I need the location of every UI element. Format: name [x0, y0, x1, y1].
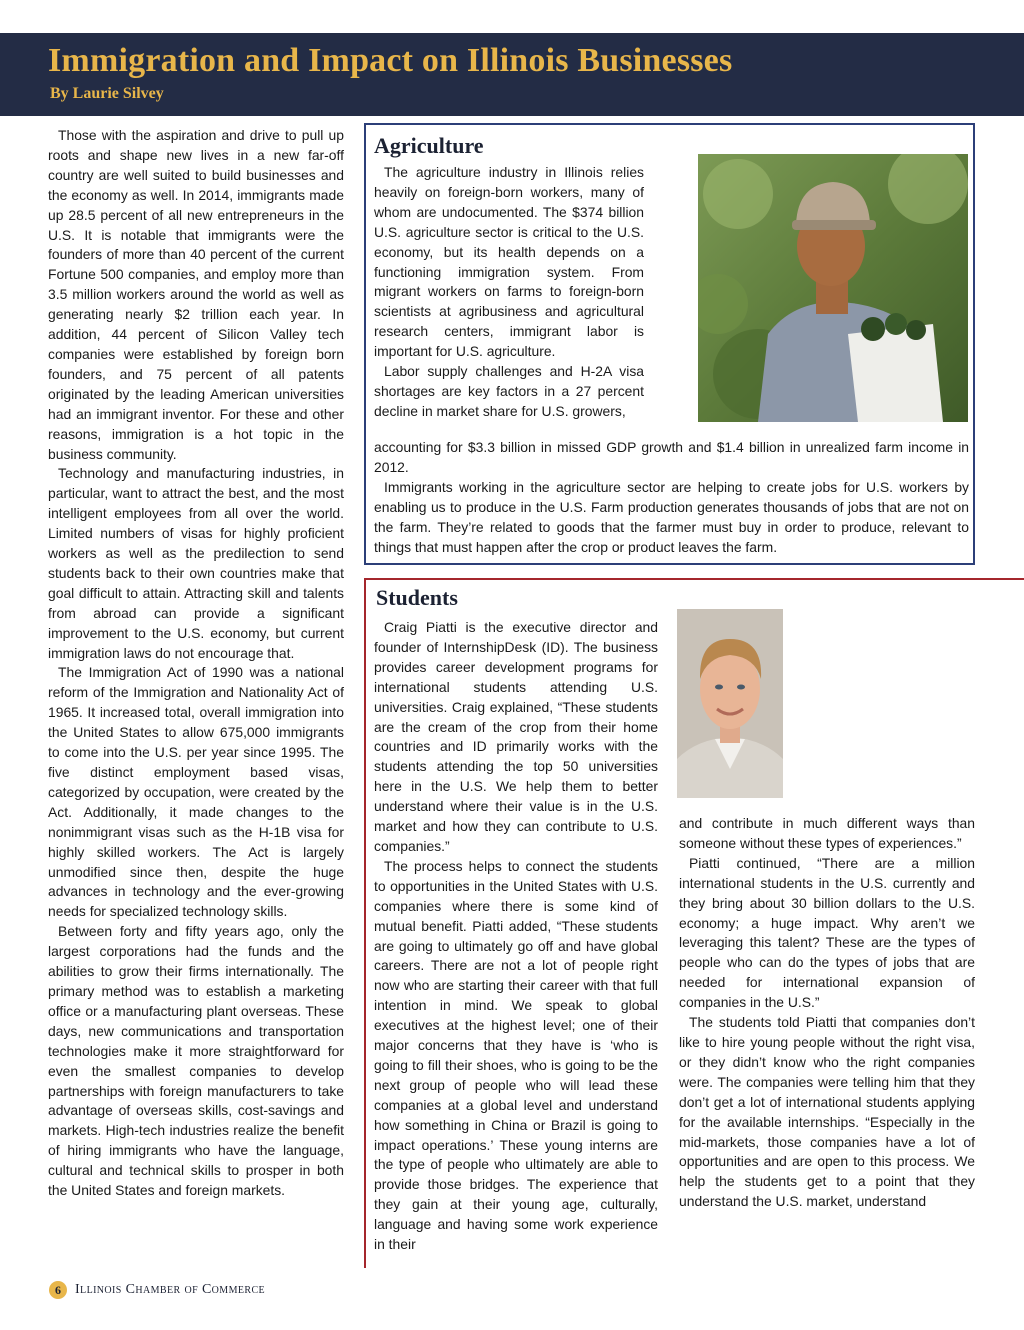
paragraph: The agriculture industry in Illinois relies heavily on foreign-born workers, many of whom are undocumented. The $374 billion U.S. agriculture sector is critical to the U.S. economy, but its health depends on a functioning immigration system. From migrant workers on farms to foreign-born scientists at agribusiness and agricultural research centers, immigrant labor is important for U.S. agriculture. [374, 164, 644, 360]
paragraph: Those with the aspiration and drive to pull up roots and shape new lives in a new far-off country are well suited to build businesses and the economy as well. In 2014, immigrants made up 28.5 percent of all new entrepreneurs in the U.S. It is notable that immigrants were the founders of more than 40 percent of the current Fortune 500 companies, and employ more than 3.5 million workers around the world as well as generating nearly $2 trillion each year. In addition, 44 percent of Silicon Valley tech companies were established by foreign born founders, and 75 percent of all patents originated by the leading American universities had an immigrant inventor. For these and other reasons, immigration is a hot topic in the business community. [48, 127, 344, 462]
article-byline: By Laurie Silvey [50, 85, 164, 102]
paragraph: accounting for $3.3 billion in missed GDP growth and $1.4 billion in unrealized farm income in 2012. [374, 439, 969, 475]
page-footer [49, 1279, 265, 1301]
paragraph: and contribute in much different ways than someone without these types of experiences.” [679, 815, 975, 851]
paragraph: The process helps to connect the students to opportunities in the United States with U.S. companies where there is some kind of mutual benefit. Piatti added, “These students are going to ultimately go off and have global careers. There are not a lot of people right now who are starting their career with that full intention in mind. We speak to global executives at the highest level; one of their major concerns that they have is ‘who is going to fill their shoes, who is going to be the next group of people who will lead these companies at a global level and understand how something in China or Brazil is going to impact operations.’ These young interns are the type of people who ultimately are able to provide those bridges. The experience that they gain at their young age, culturally, language and having some work experience in their [374, 857, 658, 1253]
agriculture-text-top [374, 163, 644, 422]
paragraph: The Immigration Act of 1990 was a national reform of the Immigration and Nationality Act of 1965. It increased total, overall immigration into the United States to allow 675,000 immigrants to come into the U.S. per year since 1995. The five distinct employment based visas, categorized by occupation, were created by the Act. Additionally, it made changes to the nonimmigrant visas such as the H-1B visa for highly skilled workers. The Act is largely unmodified since then, despite the huge advances in technology and the ever-growing needs for specialized technology skills. [48, 664, 344, 920]
article-title: Immigration and Impact on Illinois Businesses [48, 42, 733, 79]
students-column-2 [679, 814, 975, 1212]
agriculture-heading: Agriculture [374, 133, 484, 158]
paragraph: Piatti continued, “There are a million international students in the U.S. currently and they bring about 30 billion dollars to the U.S. economy; a huge impact. Why aren’t we leveraging this talent? These are the types of people who can do the types of jobs that are needed for international expansion of companies in the U.S.” [679, 854, 975, 1011]
page-number: 6 [49, 1281, 67, 1299]
agriculture-sidebar [364, 123, 975, 565]
students-heading: Students [376, 585, 458, 610]
agriculture-text-full [374, 438, 969, 557]
paragraph: Labor supply challenges and H-2A visa shortages are key factors in a 27 percent decline in market share for U.S. growers, [374, 363, 644, 419]
craig-piatti-photo [677, 609, 783, 798]
paragraph: Technology and manufacturing industries, in particular, want to attract the best, and the most intelligent employees from all over the world. Limited numbers of visas for highly proficient workers as well as the predilection to send students back to their own countries make that goal difficult to attain. Attracting skill and talents from abroad can provide a significant improvement to the U.S. economy, but current immigration laws do not encourage that. [48, 465, 344, 661]
paragraph: Between forty and fifty years ago, only the largest corporations had the funds and the abilities to grow their firms internationally. The primary method was to establish a marketing office or a manufacturing plant overseas. These days, new communications and transportation technologies make it more straightforward for even the smallest companies to develop partnerships with foreign manufacturers to take advantage of overseas skills, cost-savings and markets. High-tech industries realize the benefit of hiring immigrants who have the language, cultural and technical skills to prosper in both the United States and foreign markets. [48, 923, 344, 1199]
farm-worker-photo [698, 154, 968, 422]
students-sidebar [364, 578, 1024, 1268]
publication-name: Illinois Chamber of Commerce [75, 1282, 266, 1297]
paragraph: The students told Piatti that companies don’t like to hire young people without the right visa, or they didn’t know who the right companies were. The companies were telling him that they don’t get a lot of international students applying for the available internships. “Especially in the mid-markets, those companies have a lot of opportunities and are open to this process. We help the students get to a point that they understand the U.S. market, understand [679, 1014, 975, 1210]
left-column [48, 126, 344, 1201]
paragraph: Immigrants working in the agriculture sector are helping to create jobs for U.S. workers by enabling us to produce in the U.S. Farm production generates thousands of jobs that are not on the farm. They’re related to goods that the farmer must buy in order to produce, relevant to things that must happen after the crop or product leaves the farm. [374, 478, 969, 555]
students-column-1 [374, 618, 658, 1255]
paragraph: Craig Piatti is the executive director and founder of InternshipDesk (ID). The business provides career development programs for international students attending U.S. universities. Craig explained, “These students are the cream of the crop from their home countries and ID primarily works with the students attending the top 50 universities here in the U.S. We help them to better understand where their value is in the U.S. market and how they can contribute to U.S. companies.” [374, 619, 658, 854]
header-banner [0, 33, 1024, 116]
